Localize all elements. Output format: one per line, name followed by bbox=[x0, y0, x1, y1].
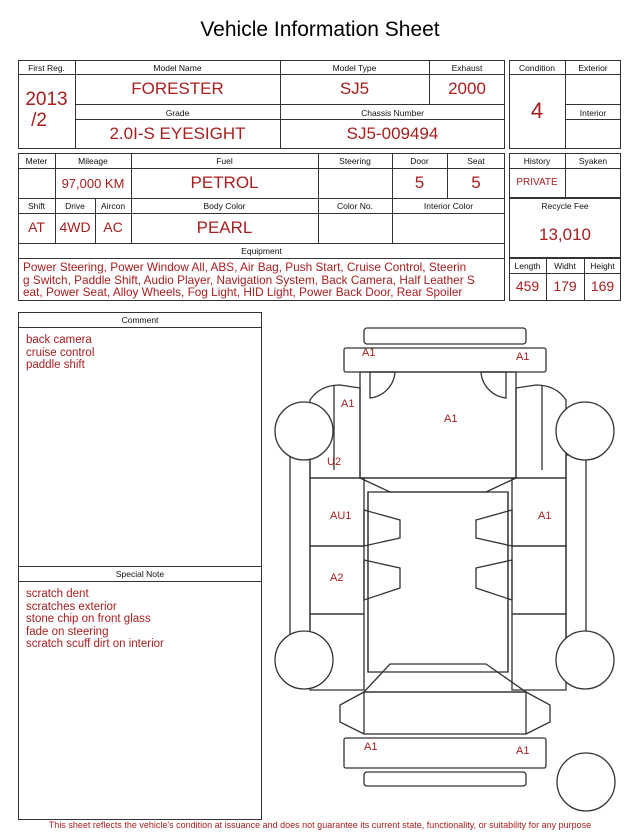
fuel-value: PETROL bbox=[190, 173, 259, 192]
model-name-label: Model Name bbox=[153, 63, 202, 73]
hood bbox=[360, 372, 516, 478]
aircon-label: Aircon bbox=[100, 201, 126, 211]
damage-mark-rear-bumper-left: A1 bbox=[364, 741, 378, 753]
interior-color-label: Interior Color bbox=[423, 201, 474, 211]
meter-label: Meter bbox=[25, 156, 48, 166]
sheet-title: Vehicle Information Sheet bbox=[200, 18, 440, 41]
shift-label: Shift bbox=[27, 201, 45, 211]
comment-label: Comment bbox=[121, 315, 159, 325]
door-label: Door bbox=[410, 156, 429, 166]
exterior-label: Exterior bbox=[578, 63, 608, 73]
length-label: Length bbox=[514, 261, 541, 271]
exhaust-value: 2000 bbox=[448, 79, 486, 98]
first-reg-label: First Reg. bbox=[28, 63, 65, 73]
windshield bbox=[360, 478, 516, 492]
front-light-left bbox=[370, 372, 395, 398]
special-note-item: fade on steering bbox=[26, 625, 109, 638]
grade-label: Grade bbox=[165, 108, 190, 118]
roof bbox=[368, 492, 508, 672]
mileage-value: 97,000 KM bbox=[61, 176, 125, 191]
drive-label: Drive bbox=[65, 201, 85, 211]
equipment-line: g Switch, Paddle Shift, Audio Player, Navigation System, Back Camera, Half Leather S bbox=[23, 272, 475, 287]
comment-item: back camera bbox=[26, 334, 92, 346]
body-color-label: Body Color bbox=[203, 201, 246, 211]
syaken-label: Syaken bbox=[578, 156, 608, 166]
first-reg-month: /2 bbox=[31, 110, 47, 131]
side-sill-right bbox=[566, 455, 586, 640]
damage-mark-front-door-right: A1 bbox=[538, 510, 552, 522]
front-light-right bbox=[481, 372, 506, 398]
grade-value: 2.0I-S EYESIGHT bbox=[109, 124, 246, 143]
first-reg-year: 2013 bbox=[25, 89, 68, 110]
damage-mark-front-fender-left: A1 bbox=[341, 398, 355, 410]
trunk bbox=[364, 692, 526, 734]
width-value: 179 bbox=[553, 278, 577, 294]
special-note-item: scratches exterior bbox=[26, 600, 117, 613]
history-label: History bbox=[523, 156, 551, 166]
comment-item: cruise control bbox=[26, 346, 95, 359]
damage-mark-rear-bumper-right: A1 bbox=[516, 745, 530, 757]
equipment-label: Equipment bbox=[241, 246, 282, 256]
comment-item: paddle shift bbox=[26, 359, 85, 371]
rear-bottom-bar bbox=[364, 772, 526, 786]
chassis-number-value: SJ5-009494 bbox=[346, 124, 439, 143]
damage-mark-front-door-left: AU1 bbox=[330, 510, 352, 522]
mileage-label: Mileage bbox=[78, 156, 108, 166]
condition-label: Condition bbox=[519, 63, 555, 73]
seat-value: 5 bbox=[471, 173, 481, 192]
recycle-fee-label: Recycle Fee bbox=[541, 201, 589, 211]
car-damage-diagram bbox=[268, 318, 628, 818]
height-value: 169 bbox=[590, 278, 615, 294]
damage-mark-front-bumper-right: A1 bbox=[516, 351, 530, 363]
wheel-rear-left bbox=[275, 631, 333, 689]
damage-mark-rear-door-left: A2 bbox=[330, 572, 344, 584]
damage-mark-hood: A1 bbox=[444, 413, 458, 425]
special-note-item: stone chip on front glass bbox=[26, 613, 151, 625]
color-no-label: Color No. bbox=[337, 201, 373, 211]
body-color-value: PEARL bbox=[196, 218, 253, 237]
door-value: 5 bbox=[414, 173, 425, 192]
rear-window bbox=[364, 664, 526, 692]
model-type-value: SJ5 bbox=[339, 79, 370, 98]
condition-value: 4 bbox=[530, 98, 544, 123]
special-note-list bbox=[26, 588, 164, 651]
wheel-front-left bbox=[275, 402, 333, 460]
wheel-rear-right bbox=[556, 631, 614, 689]
damage-mark-a-pillar-left: U2 bbox=[327, 456, 342, 468]
wheel-front-right bbox=[556, 402, 614, 460]
rear-door-right bbox=[512, 546, 566, 614]
drive-value: 4WD bbox=[59, 219, 91, 235]
shift-value: AT bbox=[28, 219, 45, 235]
aircon-value: AC bbox=[103, 219, 123, 235]
equipment-list bbox=[23, 261, 503, 299]
chassis-number-label: Chassis Number bbox=[361, 108, 424, 118]
model-type-label: Model Type bbox=[332, 63, 377, 73]
side-sill-left bbox=[290, 455, 310, 640]
height-label: Height bbox=[590, 261, 615, 271]
comment-list bbox=[26, 334, 94, 372]
disclaimer-footer: This sheet reflects the vehicle's condition at issuance and does not guarantee its current state, functionality, or suitability for any purpose bbox=[48, 820, 592, 830]
recycle-fee-value: 13,010 bbox=[539, 225, 591, 244]
fuel-label: Fuel bbox=[216, 156, 233, 166]
spare-wheel bbox=[557, 753, 615, 811]
damage-mark-front-bumper-left: A1 bbox=[362, 347, 376, 359]
exhaust-label: Exhaust bbox=[451, 63, 483, 73]
equipment-line: Power Steering, Power Window All, ABS, Air Bag, Push Start, Cruise Control, Steerin bbox=[23, 260, 467, 274]
special-note-item: scratch dent bbox=[26, 588, 89, 600]
front-top-bar bbox=[364, 328, 526, 344]
length-value: 459 bbox=[515, 278, 540, 294]
seat-label: Seat bbox=[467, 156, 485, 166]
model-name-value: FORESTER bbox=[131, 79, 224, 98]
width-label: Widht bbox=[554, 261, 576, 271]
equipment-line: eat, Power Seat, Alloy Wheels, Fog Light, HID Light, Power Back Door, Rear Spoiler bbox=[23, 285, 463, 299]
steering-label: Steering bbox=[339, 156, 371, 166]
special-note-item: scratch scuff dirt on interior bbox=[26, 638, 164, 650]
history-value: PRIVATE bbox=[516, 177, 558, 188]
interior-label: Interior bbox=[579, 108, 607, 118]
special-note-label: Special Note bbox=[115, 569, 165, 579]
